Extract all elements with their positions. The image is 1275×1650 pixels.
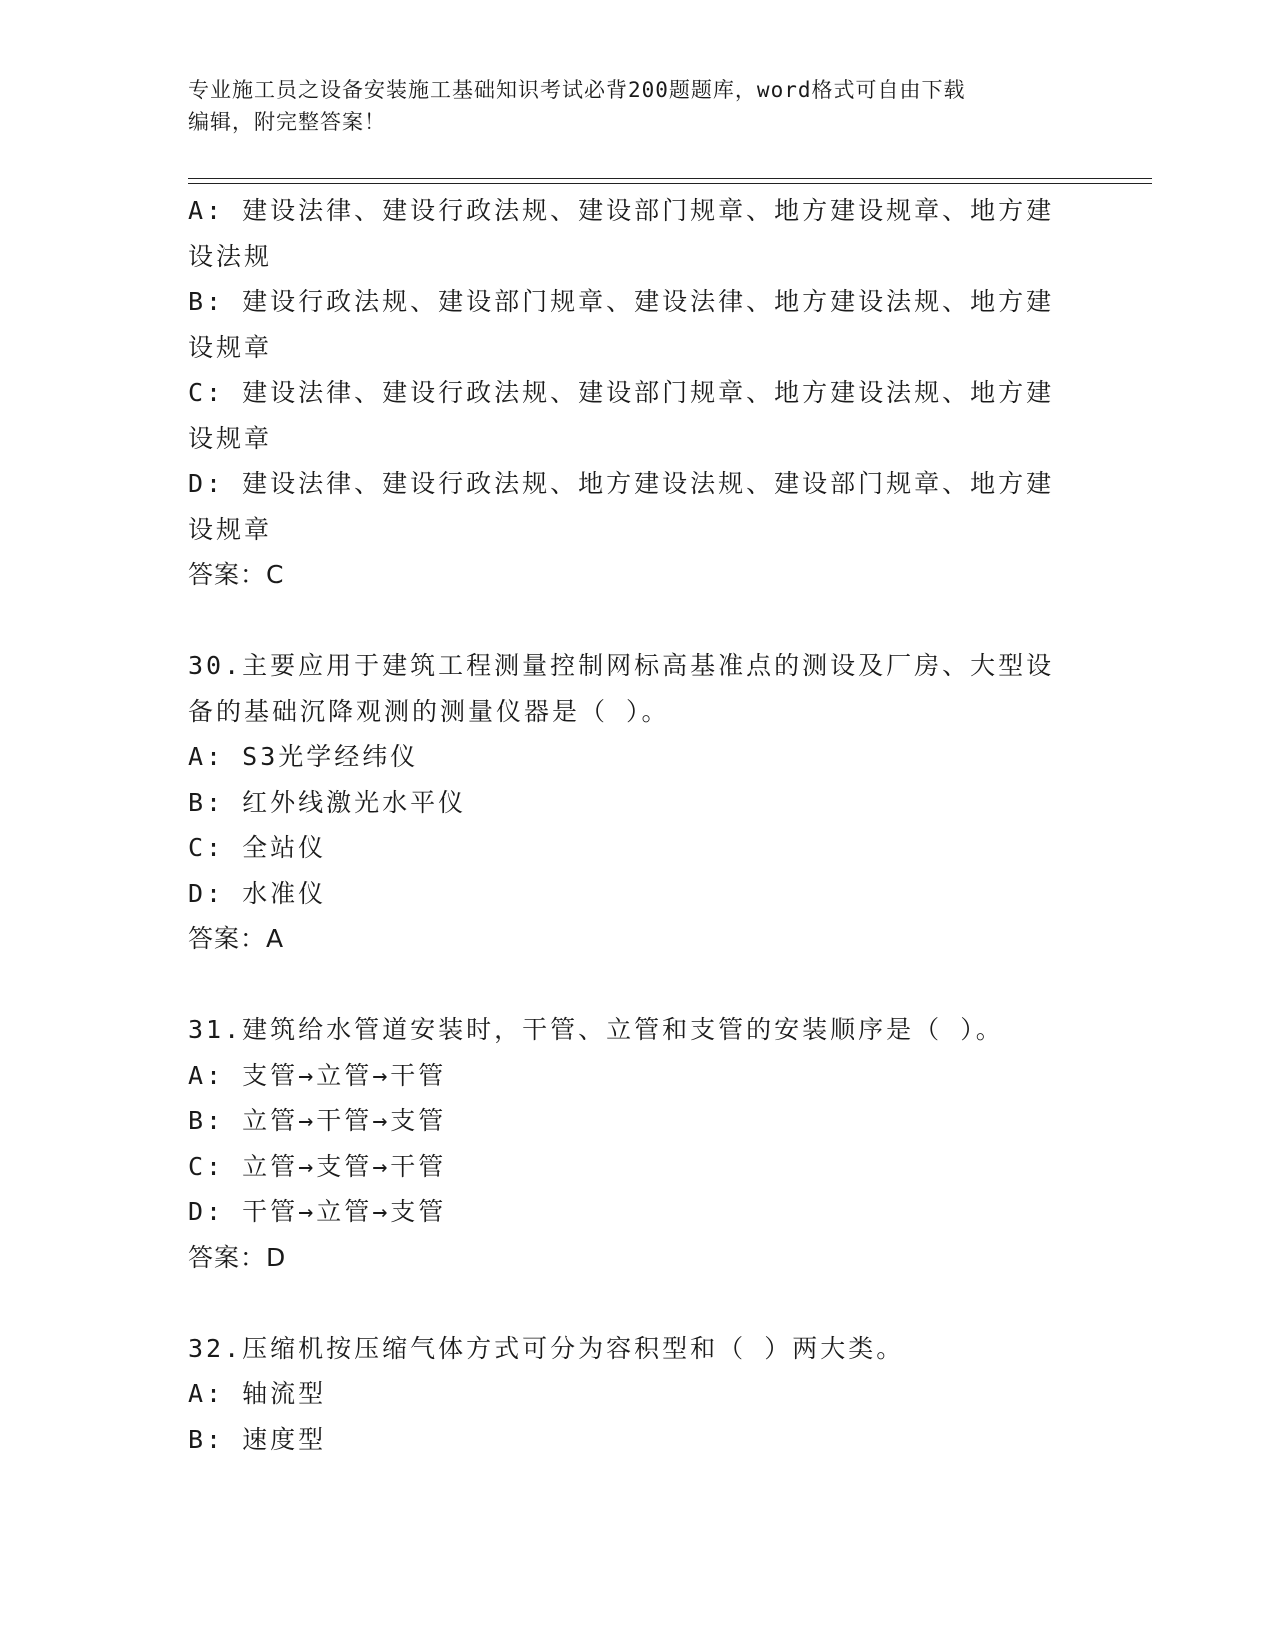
option-c-line-2: 设规章 bbox=[188, 423, 273, 453]
question-spacer bbox=[188, 598, 1088, 644]
option-a-line-1: A: 建设法律、建设行政法规、建设部门规章、地方建设规章、地方建 bbox=[188, 196, 1055, 225]
option-c: C: 全站仪 bbox=[188, 833, 327, 862]
question-spacer bbox=[188, 962, 1088, 1008]
option-b: B: 立管→干管→支管 bbox=[188, 1106, 447, 1135]
question-spacer bbox=[188, 1280, 1088, 1326]
header-line-1: 专业施工员之设备安装施工基础知识考试必背200题题库，word格式可自由下载 bbox=[188, 78, 966, 102]
question-31 bbox=[188, 1007, 1088, 1280]
document-header bbox=[188, 74, 1068, 138]
question-30-text-line-2: 备的基础沉降观测的测量仪器是（ ）。 bbox=[188, 696, 670, 726]
question-30 bbox=[188, 643, 1088, 962]
option-d: D: 干管→立管→支管 bbox=[188, 1197, 447, 1226]
option-c-line-1: C: 建设法律、建设行政法规、建设部门规章、地方建设法规、地方建 bbox=[188, 378, 1055, 407]
option-d: D: 水准仪 bbox=[188, 878, 327, 908]
answer-31: 答案：D bbox=[188, 1242, 287, 1272]
header-line-2: 编辑，附完整答案！ bbox=[188, 110, 386, 134]
question-list bbox=[188, 188, 1088, 1462]
header-divider-bottom bbox=[188, 183, 1152, 184]
option-c: C: 立管→支管→干管 bbox=[188, 1151, 447, 1181]
option-b-line-2: 设规章 bbox=[188, 332, 273, 362]
option-a: A: S3光学经纬仪 bbox=[188, 742, 419, 771]
question-29-options bbox=[188, 188, 1088, 598]
question-32-text: 32.压缩机按压缩气体方式可分为容积型和（ ）两大类。 bbox=[188, 1333, 905, 1363]
option-d-line-1: D: 建设法律、建设行政法规、地方建设法规、建设部门规章、地方建 bbox=[188, 469, 1055, 498]
option-a: A: 轴流型 bbox=[188, 1379, 327, 1408]
option-a: A: 支管→立管→干管 bbox=[188, 1060, 447, 1090]
question-31-text: 31.建筑给水管道安装时，干管、立管和支管的安装顺序是（ ）。 bbox=[188, 1015, 1004, 1044]
question-32 bbox=[188, 1326, 1088, 1463]
header-divider-top bbox=[188, 178, 1152, 179]
option-b-line-1: B: 建设行政法规、建设部门规章、建设法律、地方建设法规、地方建 bbox=[188, 287, 1055, 316]
question-30-text-line-1: 30.主要应用于建筑工程测量控制网标高基准点的测设及厂房、大型设 bbox=[188, 651, 1055, 680]
option-b: B: 速度型 bbox=[188, 1424, 327, 1454]
option-a-line-2: 设法规 bbox=[188, 241, 273, 271]
option-d-line-2: 设规章 bbox=[188, 514, 273, 544]
answer-29: 答案：C bbox=[188, 560, 285, 589]
option-b: B: 红外线激光水平仪 bbox=[188, 787, 467, 817]
answer-30: 答案：A bbox=[188, 924, 285, 953]
